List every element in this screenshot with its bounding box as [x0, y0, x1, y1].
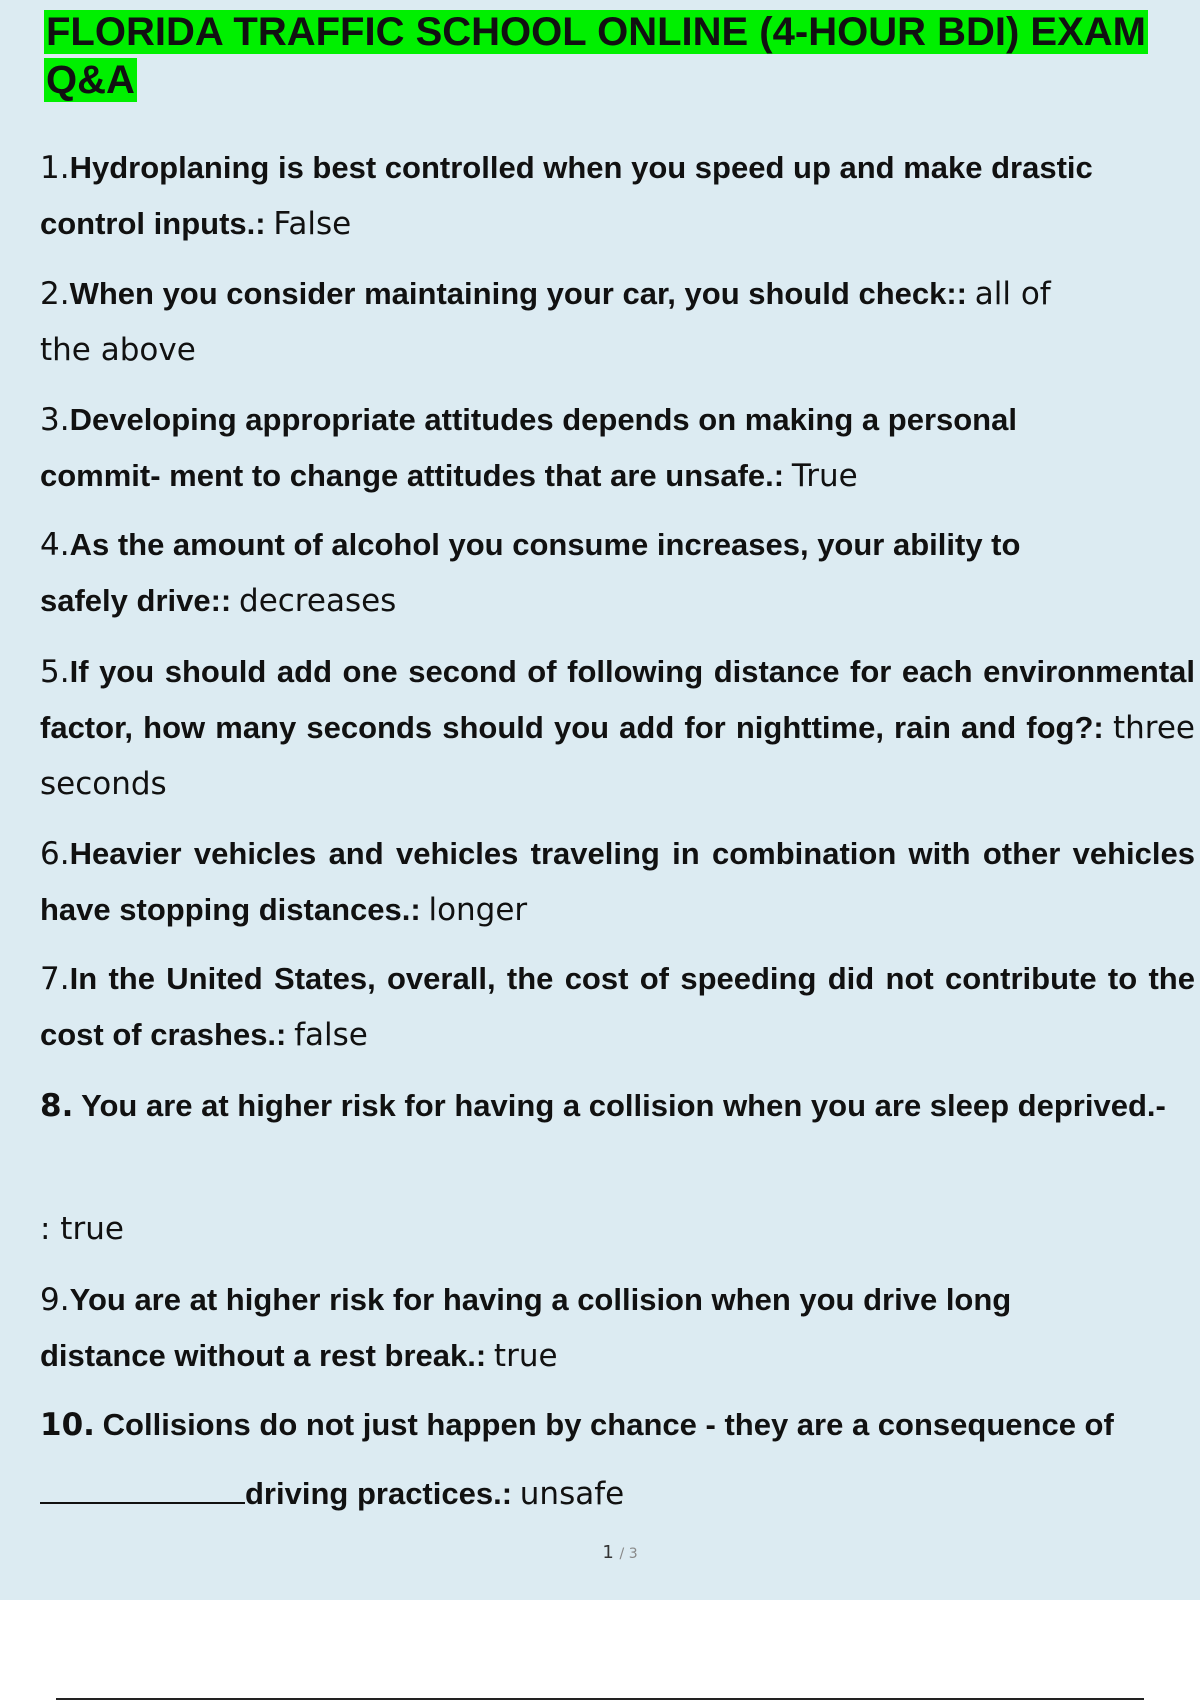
qa-item-2 — [40, 266, 1100, 378]
qa-item-1 — [40, 140, 1195, 252]
question-text: If you should add one second of following distance for each environmental factor, how many seconds should you add for nighttime, rain and fog?: — [40, 654, 1195, 745]
answer-text: True — [791, 458, 858, 494]
question-text: You are at higher risk for having a collision when you are sleep deprived.- — [81, 1088, 1166, 1123]
qa-item-5 — [40, 644, 1195, 812]
qa-item-10-continued — [40, 1466, 1195, 1522]
answer-text: longer — [428, 892, 528, 928]
qa-item-10 — [40, 1397, 1195, 1453]
qa-item-9 — [40, 1272, 1110, 1384]
qa-item-8-answer — [40, 1201, 1195, 1257]
question-number: 4. — [40, 527, 70, 563]
question-text: In the United States, overall, the cost of speeding did not contribute to the cost of crashes.: — [40, 961, 1195, 1052]
answer-text: unsafe — [519, 1476, 625, 1512]
question-text: As the amount of alcohol you consume increases, your ability to safely drive:: — [40, 527, 1021, 618]
question-number: 7. — [40, 961, 70, 997]
question-number: 2. — [40, 276, 70, 312]
question-number: 10. — [40, 1407, 95, 1443]
answer-text: : true — [40, 1211, 124, 1247]
answer-text: all of the above — [40, 276, 1051, 368]
question-text: Collisions do not just happen by chance - they are a consequence of — [102, 1407, 1114, 1442]
question-text: Heavier vehicles and vehicles traveling in combination with other vehicles have stopping distances.: — [40, 836, 1195, 927]
question-text: Developing appropriate attitudes depends on making a personal commit- ment to change attitudes that are unsafe.: — [40, 402, 1017, 493]
page-current: 1 — [602, 1542, 614, 1563]
question-text: You are at higher risk for having a collision when you drive long distance without a rest break.: — [40, 1282, 1012, 1373]
qa-item-6 — [40, 826, 1195, 938]
question-text: Hydroplaning is best controlled when you speed up and make drastic control inputs.: — [40, 150, 1093, 241]
qa-item-7 — [40, 951, 1195, 1063]
answer-text: False — [273, 206, 352, 242]
page-total: / 3 — [619, 1546, 638, 1562]
question-text: When you consider maintaining your car, you should check:: — [69, 276, 968, 311]
question-text: driving practices.: — [245, 1476, 513, 1511]
title-highlight: FLORIDA TRAFFIC SCHOOL ONLINE (4-HOUR BDI) EXAM Q&A — [46, 10, 1146, 102]
page-indicator — [0, 1542, 1200, 1563]
answer-text: true — [493, 1338, 558, 1374]
fill-in-blank — [40, 1488, 245, 1504]
question-number: 9. — [40, 1282, 70, 1318]
question-number: 6. — [40, 836, 70, 872]
document-title — [44, 8, 1184, 104]
qa-item-3 — [40, 392, 1100, 504]
qa-item-4 — [40, 517, 1100, 629]
answer-text: three seconds — [40, 710, 1195, 802]
qa-item-8 — [40, 1078, 1200, 1134]
question-number: 1. — [40, 150, 70, 186]
answer-text: false — [294, 1017, 368, 1053]
question-number: 5. — [40, 654, 70, 690]
question-number: 3. — [40, 402, 70, 438]
question-number: 8. — [40, 1088, 74, 1124]
answer-text: decreases — [239, 583, 397, 619]
